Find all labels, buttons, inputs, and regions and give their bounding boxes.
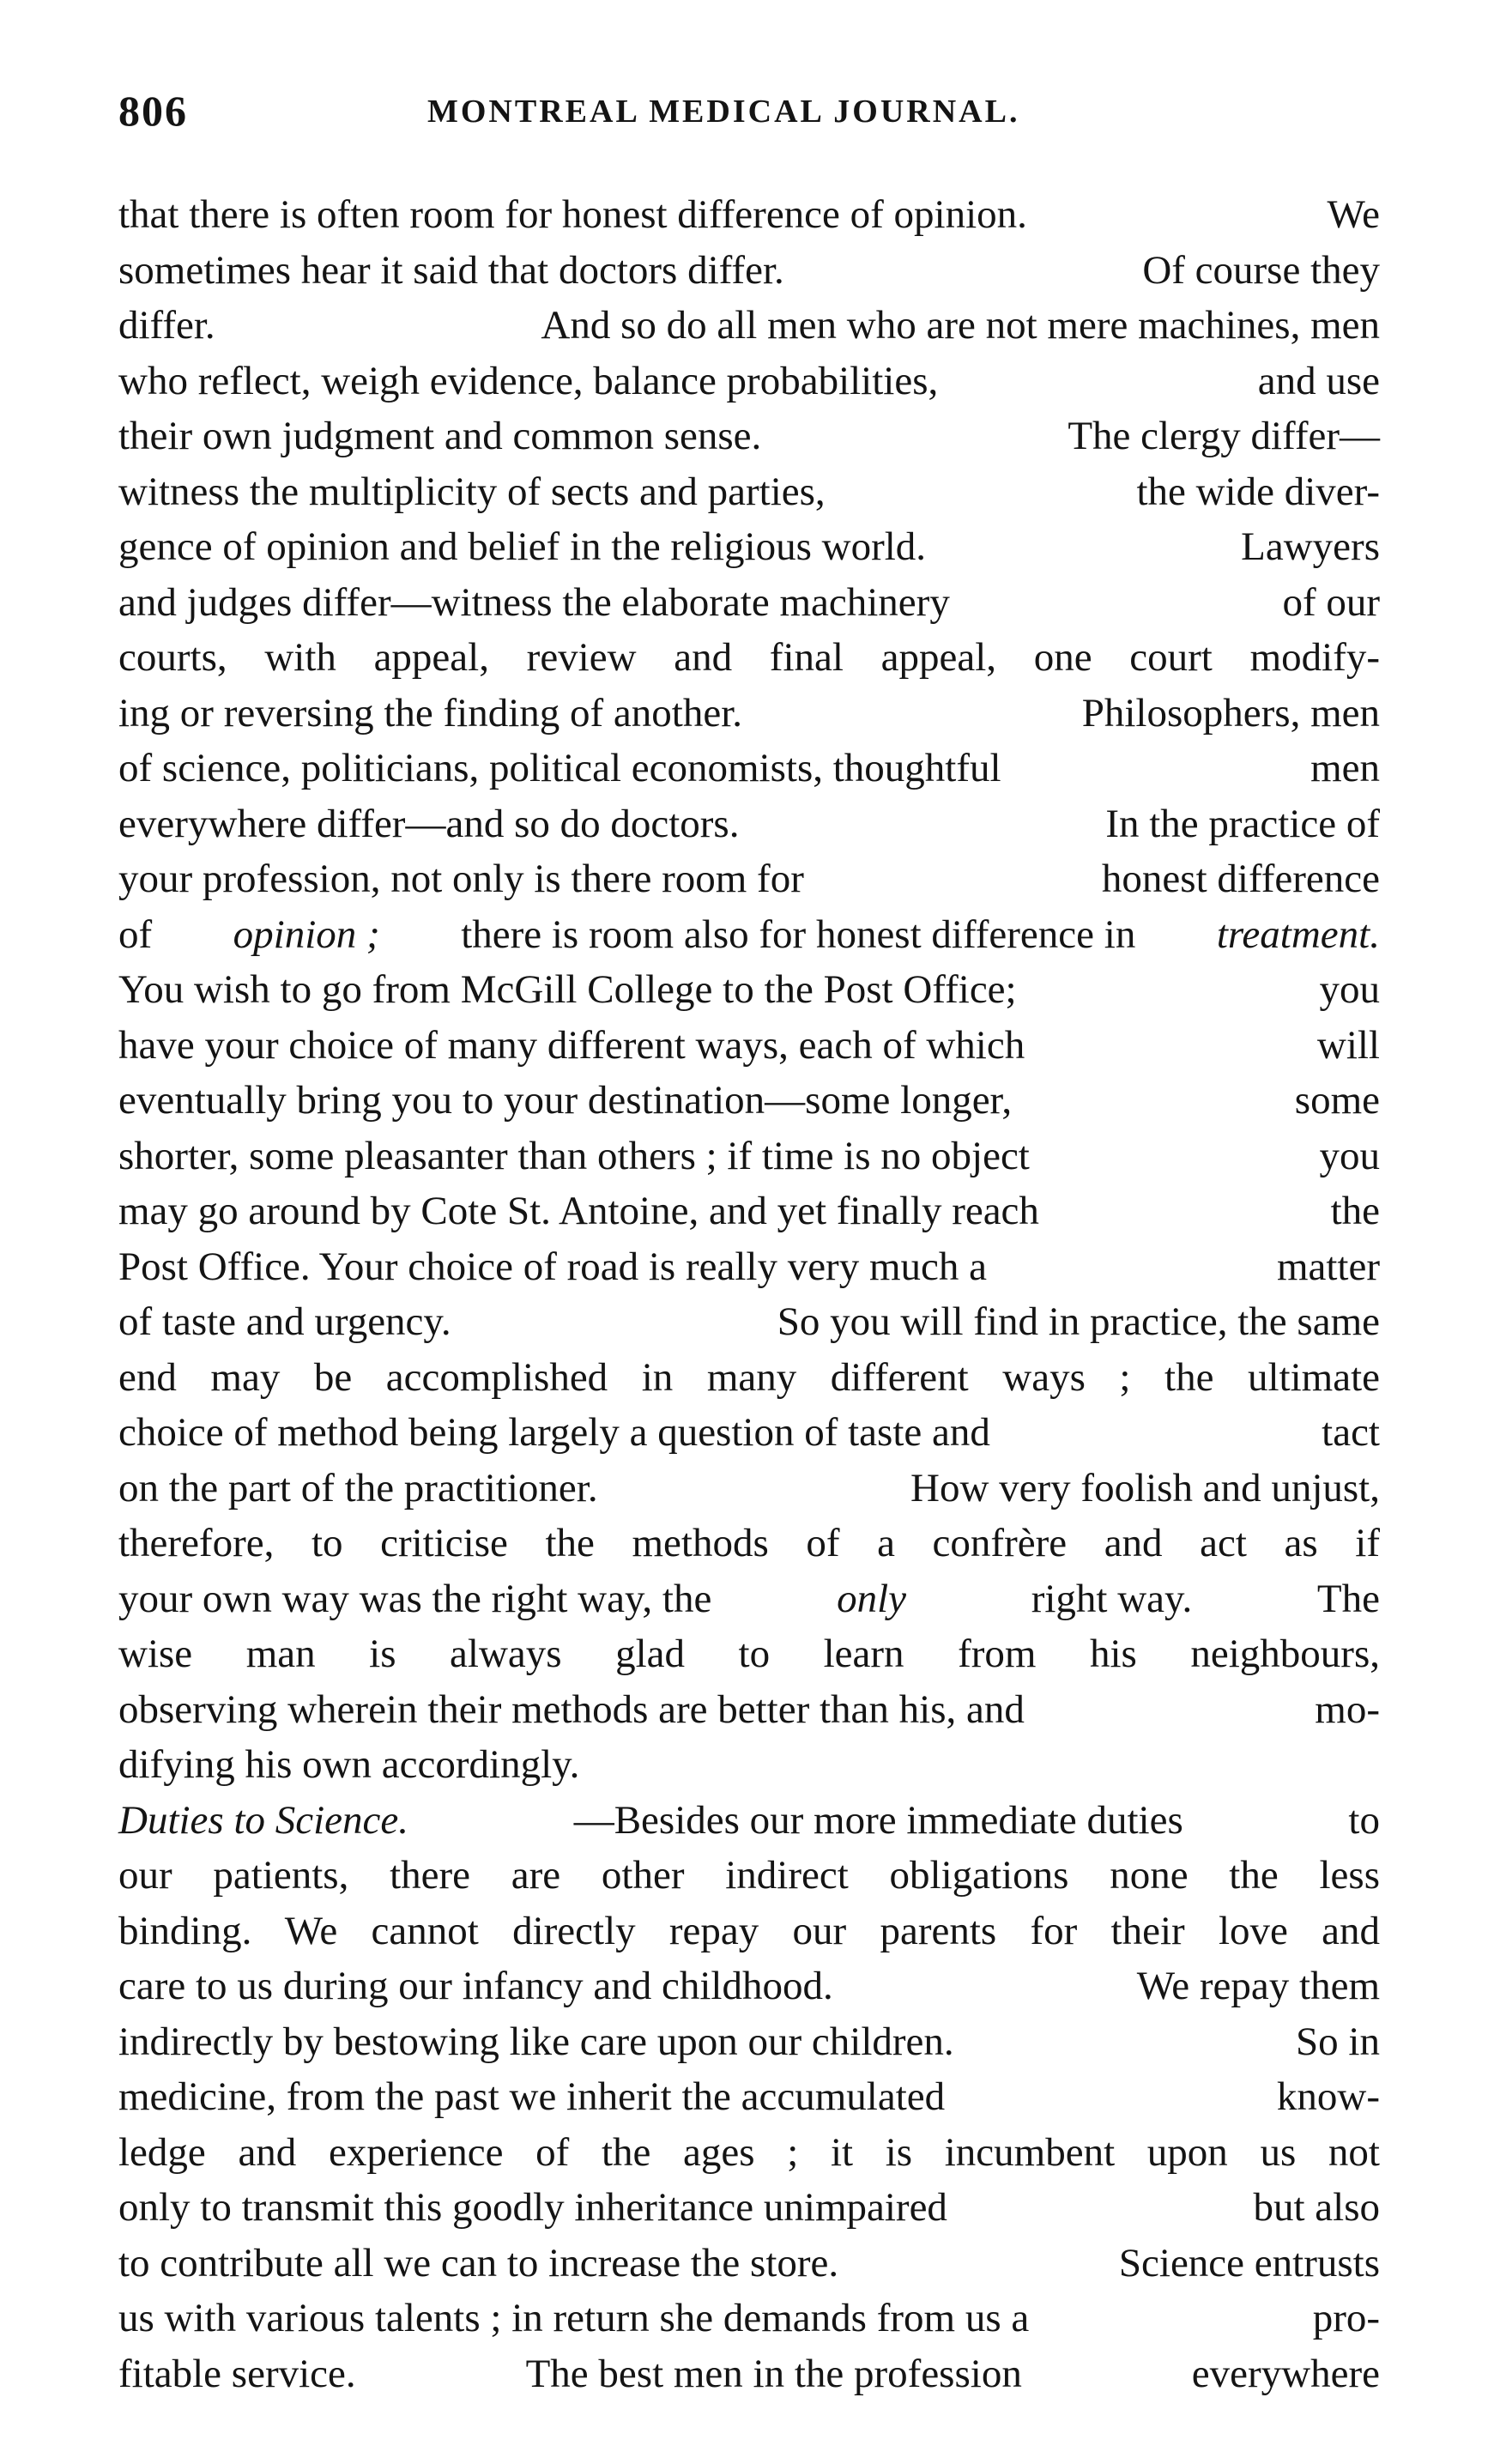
text-line bbox=[118, 1571, 1380, 1627]
text-span: that there is often room for honest difference of opinion. bbox=[118, 192, 1027, 237]
text-line bbox=[118, 741, 1380, 796]
text-span: ledge and experience of the ages ; it is incumbent upon us not bbox=[118, 2129, 1380, 2175]
text-span: men bbox=[1310, 746, 1380, 790]
text-span: only to transmit this goodly inheritance unimpaired bbox=[118, 2185, 947, 2230]
text-line bbox=[118, 1461, 1380, 1517]
text-line bbox=[118, 2014, 1380, 2070]
text-line bbox=[118, 2291, 1380, 2346]
text-span: observing wherein their methods are better than his, and bbox=[118, 1686, 1025, 1732]
text-span: us with various talents ; in return she demands from us a bbox=[118, 2296, 1030, 2340]
text-span: mo- bbox=[1315, 1686, 1380, 1732]
text-span: of our bbox=[1282, 579, 1380, 625]
text-span: medicine, from the past we inherit the accumulated bbox=[118, 2074, 946, 2119]
text-span: may go around by Cote St. Antoine, and yet finally reach bbox=[118, 1189, 1039, 1233]
text-span: wise man is always glad to learn from his neighbours, bbox=[118, 1632, 1380, 1676]
text-span: the bbox=[1330, 1189, 1380, 1233]
text-line bbox=[118, 686, 1380, 742]
text-span: their own judgment and common sense. bbox=[118, 414, 762, 458]
journal-title: MONTREAL MEDICAL JOURNAL. bbox=[427, 94, 1020, 130]
text-span: everywhere differ—and so do doctors. bbox=[118, 801, 740, 846]
text-span: but also bbox=[1253, 2185, 1380, 2230]
text-line bbox=[118, 2236, 1380, 2291]
text-span: We bbox=[1327, 192, 1380, 237]
text-line bbox=[118, 1405, 1380, 1461]
text-span: care to us during our infancy and childhood. bbox=[118, 1964, 833, 2008]
text-span: fitable service. bbox=[118, 2351, 356, 2396]
text-line bbox=[118, 1848, 1380, 1904]
text-span: our patients, there are other indirect obligations none the less bbox=[118, 1853, 1380, 1898]
text-span: So you will find in practice, the same bbox=[777, 1299, 1380, 1344]
italic-text-span: treatment. bbox=[1216, 911, 1380, 957]
text-span: there is room also for honest difference in bbox=[461, 911, 1136, 957]
text-span: end may be accomplished in many different ways ; the ultimate bbox=[118, 1354, 1380, 1400]
text-span: How very foolish and unjust, bbox=[910, 1465, 1380, 1510]
text-line bbox=[118, 907, 1380, 963]
text-line bbox=[118, 1626, 1380, 1682]
text-line bbox=[118, 962, 1380, 1018]
text-line bbox=[118, 2180, 1380, 2236]
text-span: on the part of the practitioner. bbox=[118, 1465, 598, 1510]
body-text bbox=[118, 187, 1380, 2401]
text-span: some bbox=[1294, 1078, 1380, 1123]
italic-text-span: only bbox=[837, 1576, 906, 1621]
text-span: to bbox=[1348, 1797, 1380, 1843]
text-span: ing or reversing the finding of another. bbox=[118, 690, 743, 736]
text-span: —Besides our more immediate duties bbox=[573, 1797, 1183, 1843]
text-line bbox=[118, 796, 1380, 852]
text-span: Philosophers, men bbox=[1081, 690, 1380, 736]
text-line bbox=[118, 1129, 1380, 1184]
text-span: We repay them bbox=[1136, 1964, 1380, 2008]
text-span: honest difference bbox=[1101, 857, 1380, 901]
text-span: therefore, to criticise the methods of a confrère and act as if bbox=[118, 1521, 1380, 1565]
text-span: of science, politicians, political economists, thoughtful bbox=[118, 746, 1001, 790]
text-span: The best men in the profession bbox=[525, 2351, 1022, 2396]
text-line bbox=[118, 298, 1380, 354]
text-line bbox=[118, 1294, 1380, 1350]
page-number: 806 bbox=[118, 87, 188, 135]
text-span: eventually bring you to your destination—some longer, bbox=[118, 1078, 1013, 1123]
text-line bbox=[118, 464, 1380, 520]
text-span: you bbox=[1319, 967, 1380, 1012]
text-line bbox=[118, 243, 1380, 299]
text-line bbox=[118, 1516, 1380, 1571]
text-line bbox=[118, 1239, 1380, 1295]
text-span: your profession, not only is there room for bbox=[118, 857, 804, 901]
text-span: the wide diver- bbox=[1136, 469, 1380, 514]
text-span: right way. bbox=[1031, 1576, 1193, 1621]
text-span: your own way was the right way, the bbox=[118, 1576, 712, 1621]
text-span: have your choice of many different ways, each of which bbox=[118, 1022, 1025, 1068]
text-line bbox=[118, 1350, 1380, 1406]
text-span: difying his own accordingly. bbox=[118, 1742, 580, 1787]
italic-text-span: Duties to Science. bbox=[118, 1797, 409, 1843]
text-line bbox=[118, 2346, 1380, 2402]
text-span: know- bbox=[1276, 2074, 1380, 2119]
text-span: In the practice of bbox=[1105, 801, 1380, 846]
text-line bbox=[118, 1682, 1380, 1738]
text-span: And so do all men who are not mere machines, men bbox=[541, 303, 1380, 348]
text-line bbox=[118, 1737, 1380, 1793]
italic-text-span: opinion ; bbox=[233, 911, 380, 957]
text-span: pro- bbox=[1312, 2296, 1380, 2340]
text-line bbox=[118, 354, 1380, 409]
text-line bbox=[118, 1958, 1380, 2014]
text-span: and judges differ—witness the elaborate machinery bbox=[118, 579, 950, 625]
text-span: matter bbox=[1276, 1244, 1380, 1289]
text-span: differ. bbox=[118, 303, 215, 348]
text-line bbox=[118, 851, 1380, 907]
text-span: The clergy differ— bbox=[1068, 414, 1380, 458]
text-span: Of course they bbox=[1142, 247, 1380, 293]
text-span: The bbox=[1316, 1576, 1380, 1621]
text-span: indirectly by bestowing like care upon our children. bbox=[118, 2019, 954, 2064]
text-line bbox=[118, 1184, 1380, 1239]
text-span: Science entrusts bbox=[1118, 2240, 1380, 2285]
text-span: So in bbox=[1296, 2019, 1380, 2064]
text-span: tact bbox=[1322, 1410, 1380, 1455]
text-line bbox=[118, 409, 1380, 464]
running-head bbox=[118, 86, 1380, 146]
text-span: witness the multiplicity of sects and parties, bbox=[118, 469, 826, 514]
text-span: Lawyers bbox=[1241, 524, 1380, 569]
text-span: binding. We cannot directly repay our parents for their love and bbox=[118, 1908, 1380, 1953]
text-span: Post Office. Your choice of road is really very much a bbox=[118, 1244, 987, 1289]
text-span: you bbox=[1319, 1133, 1380, 1178]
text-span: You wish to go from McGill College to the Post Office; bbox=[118, 967, 1017, 1012]
text-span: of taste and urgency. bbox=[118, 1299, 451, 1344]
text-span: shorter, some pleasanter than others ; if time is no object bbox=[118, 1133, 1030, 1178]
text-line bbox=[118, 1018, 1380, 1074]
text-line bbox=[118, 1793, 1380, 1849]
text-span: everywhere bbox=[1191, 2351, 1380, 2396]
text-line bbox=[118, 1073, 1380, 1129]
text-span: sometimes hear it said that doctors differ. bbox=[118, 247, 784, 293]
text-span: choice of method being largely a question of taste and bbox=[118, 1410, 990, 1455]
text-span: gence of opinion and belief in the religious world. bbox=[118, 524, 927, 569]
text-line bbox=[118, 2069, 1380, 2125]
text-line bbox=[118, 2125, 1380, 2181]
text-span: of bbox=[118, 911, 153, 957]
text-line bbox=[118, 1904, 1380, 1959]
text-span: courts, with appeal, review and final appeal, one court modify- bbox=[118, 635, 1380, 680]
text-span: and use bbox=[1257, 358, 1380, 403]
text-span: to contribute all we can to increase the store. bbox=[118, 2240, 839, 2285]
text-line bbox=[118, 630, 1380, 686]
text-line bbox=[118, 519, 1380, 575]
text-line bbox=[118, 575, 1380, 631]
text-span: who reflect, weigh evidence, balance probabilities, bbox=[118, 358, 939, 403]
text-line bbox=[118, 187, 1380, 243]
text-span: will bbox=[1316, 1022, 1380, 1068]
